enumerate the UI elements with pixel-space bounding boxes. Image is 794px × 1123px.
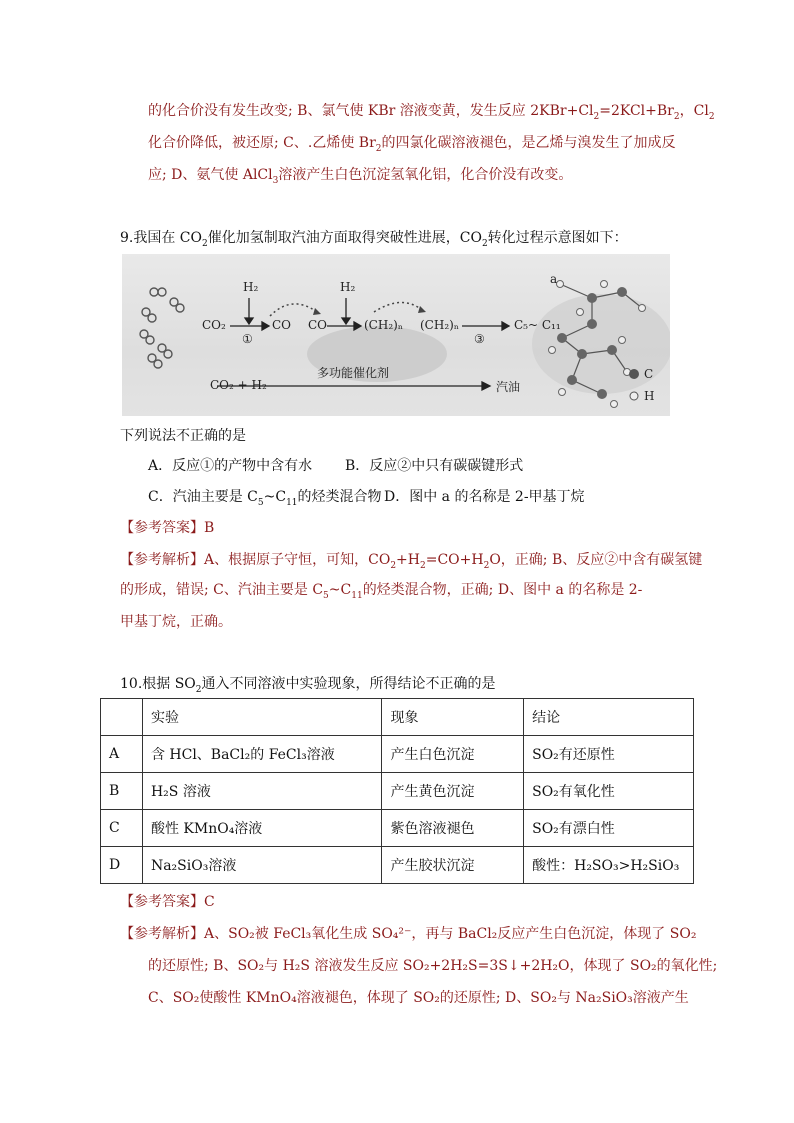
q10-explanation-line-3: C、SO₂使酸性 KMnO₄溶液褪色，体现了 SO₂的还原性; D、SO₂与 Na₂SiO₃溶液产生: [148, 990, 689, 1006]
row-conclusion: SO₂有氧化性: [524, 773, 694, 810]
prev-explanation-line-2: 化合价降低，被还原; C、.乙烯使 $Br_2$的四氯化碳溶液褪色，是乙烯与溴发生了加成反: [148, 135, 676, 154]
table-row: [101, 810, 694, 847]
row-id: B: [101, 773, 143, 810]
co2-label: CO₂: [202, 318, 226, 332]
q10-table: [100, 698, 694, 884]
header-cell: 结论: [524, 699, 694, 736]
row-id: A: [101, 736, 143, 773]
table-row: [101, 847, 694, 884]
header-cell: [101, 699, 143, 736]
table-row: [101, 736, 694, 773]
row-phenomenon: 产生黄色沉淀: [382, 773, 524, 810]
q9-option-d: D．图中 a 的名称是 2-甲基丁烷: [384, 489, 585, 505]
label-a: a: [550, 272, 558, 286]
legend-c-label: C: [644, 367, 654, 381]
co-label-1: CO: [272, 318, 292, 332]
row-experiment: 酸性 KMnO₄溶液: [142, 810, 382, 847]
catalyst-label: 多功能催化剂: [317, 366, 390, 380]
row-phenomenon: 产生胶状沉淀: [382, 847, 524, 884]
ch2n-label-2: (CH₂)ₙ: [420, 318, 460, 332]
row-experiment: 含 HCl、BaCl₂的 FeCl₃溶液: [142, 736, 382, 773]
row-conclusion: 酸性：H₂SO₃>H₂SiO₃: [524, 847, 694, 884]
prev-explanation-line-3: 应; D、氨气使 AlCl$_3$溶液产生白色沉淀氢氧化铝，化合价没有改变。: [148, 167, 573, 186]
c5-c11-label: C₅~ C₁₁: [514, 318, 561, 332]
gasoline-label: 汽油: [496, 380, 521, 394]
table-row: [101, 773, 694, 810]
step-1-label: ①: [242, 332, 253, 346]
q9-prompt: 下列说法不正确的是: [120, 428, 246, 444]
q10-answer: 【参考答案】C: [120, 894, 215, 910]
q9-option-c: C．汽油主要是 $C_5\sim C_{11}$的烃类混合物: [148, 489, 382, 508]
legend-h-label: H: [644, 389, 655, 403]
row-experiment: Na₂SiO₃溶液: [142, 847, 382, 884]
table-header-row: [101, 699, 694, 736]
q9-option-a: A．反应①的产物中含有水: [148, 458, 313, 474]
header-cell: 实验: [142, 699, 382, 736]
q10-explanation-line-2: 的还原性; B、SO₂与 H₂S 溶液发生反应 SO₂+2H₂S=3S↓+2H₂O，体现了 SO₂的氧化性;: [148, 958, 718, 974]
ch2n-label-1: (CH₂)ₙ: [364, 318, 404, 332]
q9-explanation-line-2: 的形成，错误; C、汽油主要是 $C_5\sim C_{11}$的烃类混合物，正确; D、图中 a 的名称是 2-: [120, 582, 643, 601]
h2-label-1: H₂: [243, 280, 259, 294]
q9-explanation-line-3: 甲基丁烷，正确。: [120, 614, 232, 630]
row-conclusion: SO₂有漂白性: [524, 810, 694, 847]
q9-stem: 9.我国在 $CO_2$催化加氢制取汽油方面取得突破性进展，$CO_2$转化过程示意图如下：: [120, 230, 628, 249]
co-label-2: CO: [308, 318, 328, 332]
header-cell: 现象: [382, 699, 524, 736]
q9-answer: 【参考答案】B: [120, 520, 215, 536]
h2-label-2: H₂: [340, 280, 356, 294]
row-phenomenon: 产生白色沉淀: [382, 736, 524, 773]
co2-h2-label: CO₂ + H₂: [210, 378, 267, 392]
step-3-label: ③: [474, 332, 485, 346]
row-conclusion: SO₂有还原性: [524, 736, 694, 773]
row-id: D: [101, 847, 143, 884]
row-experiment: H₂S 溶液: [142, 773, 382, 810]
q10-explanation-line-1: 【参考解析】A、SO₂被 FeCl₃氧化生成 SO₄²⁻，再与 BaCl₂反应产生白色沉淀，体现了 SO₂: [120, 926, 697, 942]
q9-option-b: B．反应②中只有碳碳键形式: [345, 458, 524, 474]
co2-conversion-diagram: [122, 254, 670, 416]
row-phenomenon: 紫色溶液褪色: [382, 810, 524, 847]
q10-stem: 10.根据 $SO_2$通入不同溶液中实验现象，所得结论不正确的是: [120, 676, 496, 695]
q9-explanation-line-1: 【参考解析】A、根据原子守恒，可知，$CO_2+H_2=CO+H_2O$，正确; B、反应②中含有碳氢键: [120, 552, 703, 571]
prev-explanation-line-1: 的化合价没有发生改变; B、氯气使 KBr 溶液变黄，发生反应 $2KBr+Cl_2=2KCl+Br_2$，$Cl_2$: [148, 103, 715, 122]
row-id: C: [101, 810, 143, 847]
